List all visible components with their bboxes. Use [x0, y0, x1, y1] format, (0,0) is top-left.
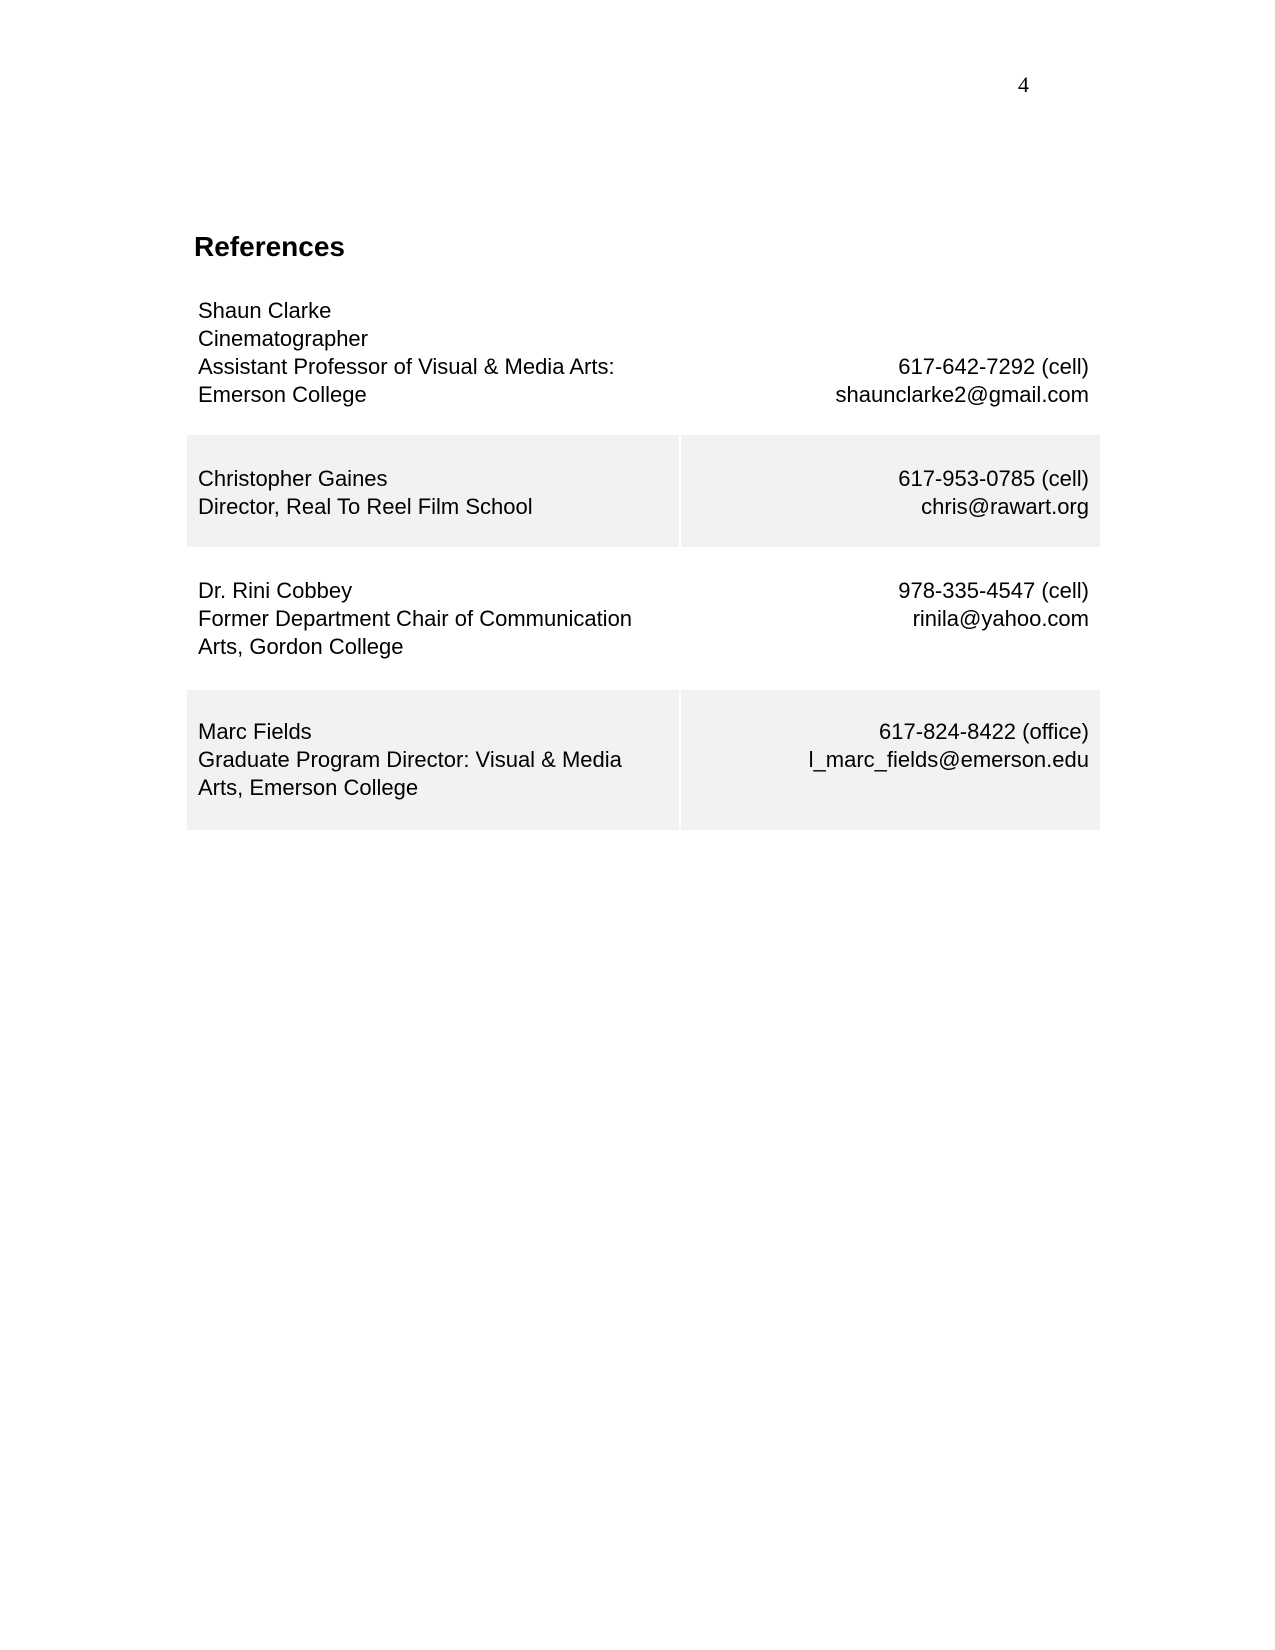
reference-row-rini-cobbey — [187, 547, 1100, 690]
reference-details-cell — [187, 290, 679, 435]
reference-email[interactable]: chris@rawart.org — [921, 494, 1089, 519]
references-heading: References — [194, 231, 345, 262]
reference-title: Director, Real To Reel Film School — [198, 494, 533, 519]
reference-phone: 617-824-8422 (office) — [879, 719, 1089, 744]
reference-email[interactable]: shaunclarke2@gmail.com — [835, 382, 1089, 407]
page-number: 4 — [1018, 72, 1029, 97]
reference-phone: 617-642-7292 (cell) — [898, 354, 1089, 379]
reference-row-christopher-gaines — [187, 435, 1100, 547]
reference-name: Christopher Gaines — [198, 466, 388, 491]
reference-institution: Arts, Emerson College — [198, 775, 419, 800]
reference-title: Cinematographer — [198, 326, 368, 351]
reference-email[interactable]: l_marc_fields@emerson.edu — [808, 747, 1089, 772]
reference-details-cell — [187, 435, 679, 547]
reference-row-marc-fields — [187, 690, 1100, 830]
reference-details-cell — [187, 690, 679, 830]
reference-phone: 978-335-4547 (cell) — [898, 578, 1089, 603]
reference-details-cell — [187, 547, 679, 690]
reference-name: Shaun Clarke — [198, 298, 332, 323]
reference-institution: Emerson College — [198, 382, 367, 407]
reference-email[interactable]: rinila@yahoo.com — [912, 606, 1089, 631]
reference-contact-cell — [681, 290, 1100, 435]
reference-contact-cell — [681, 435, 1100, 547]
reference-name: Marc Fields — [198, 719, 312, 744]
reference-title: Graduate Program Director: Visual & Media — [198, 747, 622, 772]
reference-title: Former Department Chair of Communication — [198, 606, 633, 631]
reference-contact-cell — [681, 547, 1100, 690]
reference-contact-cell — [681, 690, 1100, 830]
references-table — [187, 290, 1100, 830]
reference-name: Dr. Rini Cobbey — [198, 578, 353, 603]
reference-institution: Arts, Gordon College — [198, 634, 404, 659]
reference-phone: 617-953-0785 (cell) — [898, 466, 1089, 491]
reference-title: Assistant Professor of Visual & Media Arts: — [198, 354, 615, 379]
reference-row-shaun-clarke — [187, 290, 1100, 435]
